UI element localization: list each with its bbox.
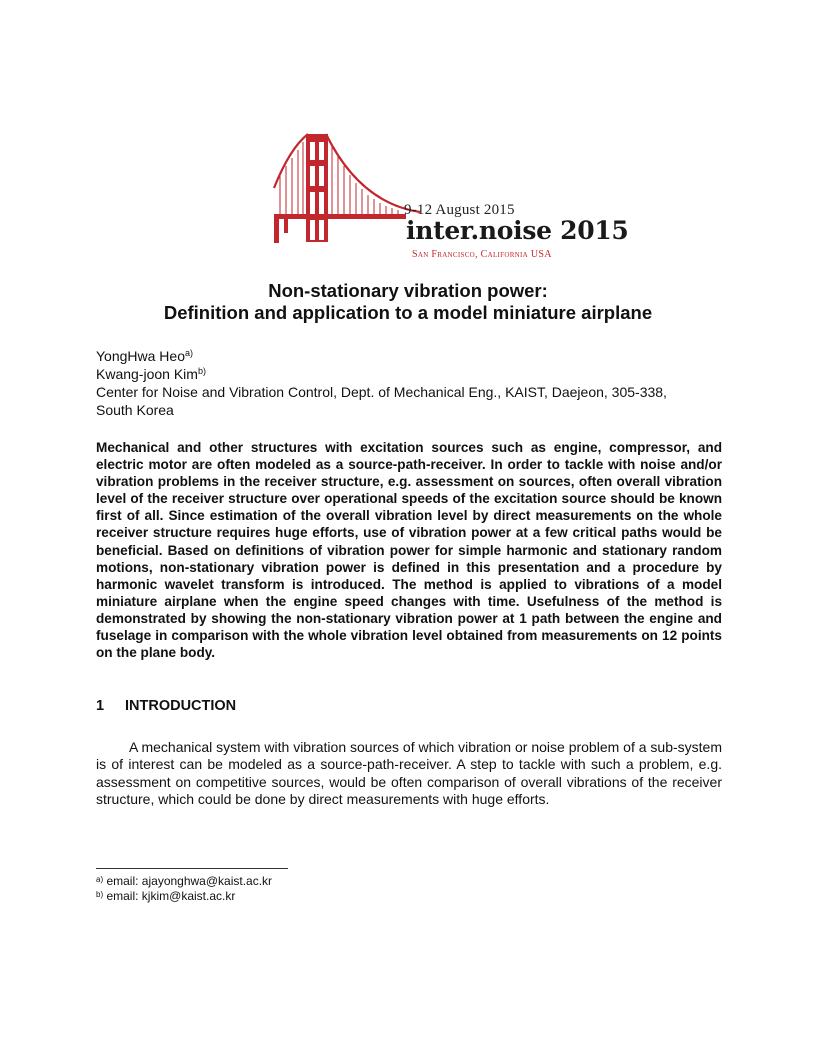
- paper-title: [60, 280, 756, 324]
- intro-paragraph: A mechanical system with vibration sources of which vibration or noise problem of a sub-system is of interest can be modeled as a source-path-receiver. A step to tackle with such a problem, e.g. assessment on competitive sources, would be often comparison of overall vibrations of the receiver structure, which could be done by direct measurements with huge efforts.: [96, 739, 722, 808]
- conference-dates: 9-12 August 2015: [404, 202, 515, 218]
- conference-brand: inter.noise 2015: [406, 216, 629, 245]
- footnote-b: [96, 889, 272, 904]
- affiliation-line-2: South Korea: [96, 402, 174, 418]
- footnote-text: email: ajayonghwa@kaist.ac.kr: [103, 874, 273, 888]
- author-2: [96, 365, 722, 383]
- footnote-mark: a): [96, 875, 104, 884]
- footnotes: [96, 874, 272, 904]
- conference-logo: [270, 128, 629, 268]
- author-block: [96, 347, 722, 419]
- footnote-mark: b): [96, 890, 104, 899]
- author-mark: a): [185, 348, 194, 358]
- author-1: [96, 347, 722, 365]
- footnote-divider: [96, 868, 288, 869]
- title-line-2: Definition and application to a model miniature airplane: [163, 302, 653, 323]
- footnote-text: email: kjkim@kaist.ac.kr: [103, 889, 236, 903]
- author-mark: b): [197, 366, 206, 376]
- affiliation-line-1: Center for Noise and Vibration Control, Dept. of Mechanical Eng., KAIST, Daejeon, 305-338,: [96, 384, 667, 400]
- abstract: Mechanical and other structures with excitation sources such as engine, compressor, and electric motor are often modeled as a source-path-receiver. In order to tackle with noise and/or vibration problems in the receiver structure, e.g. assessment on sources, often overall vibration level of the receiver structure over operational speeds of the excitation source should be known first of all. Since estimation of the overall vibration level by direct measurements on the whole receiver structure requires huge efforts, use of vibration power at a few critical paths would be beneficial. Based on definitions of vibration power for simple harmonic and stationary random motions, non-stationary vibration power is defined in this presentation and a procedure by harmonic wavelet transform is introduced. The method is applied to vibrations of a model miniature airplane when the engine speed changes with time. Usefulness of the method is demonstrated by showing the non-stationary vibration power at 1 path between the engine and fuselage in comparison with the whole vibration level obtained from measurements on 12 points on the plane body.: [96, 440, 722, 661]
- section-number: 1: [96, 698, 105, 714]
- author-name: YongHwa Heo: [96, 348, 185, 364]
- title-line-1: Non-stationary vibration power:: [268, 280, 548, 301]
- conference-location: San Francisco, California USA: [412, 249, 552, 260]
- section-heading: [96, 698, 236, 714]
- author-name: Kwang-joon Kim: [96, 366, 198, 382]
- footnote-a: [96, 874, 272, 889]
- section-title: INTRODUCTION: [125, 698, 237, 714]
- golden-gate-bridge-icon: [270, 128, 560, 268]
